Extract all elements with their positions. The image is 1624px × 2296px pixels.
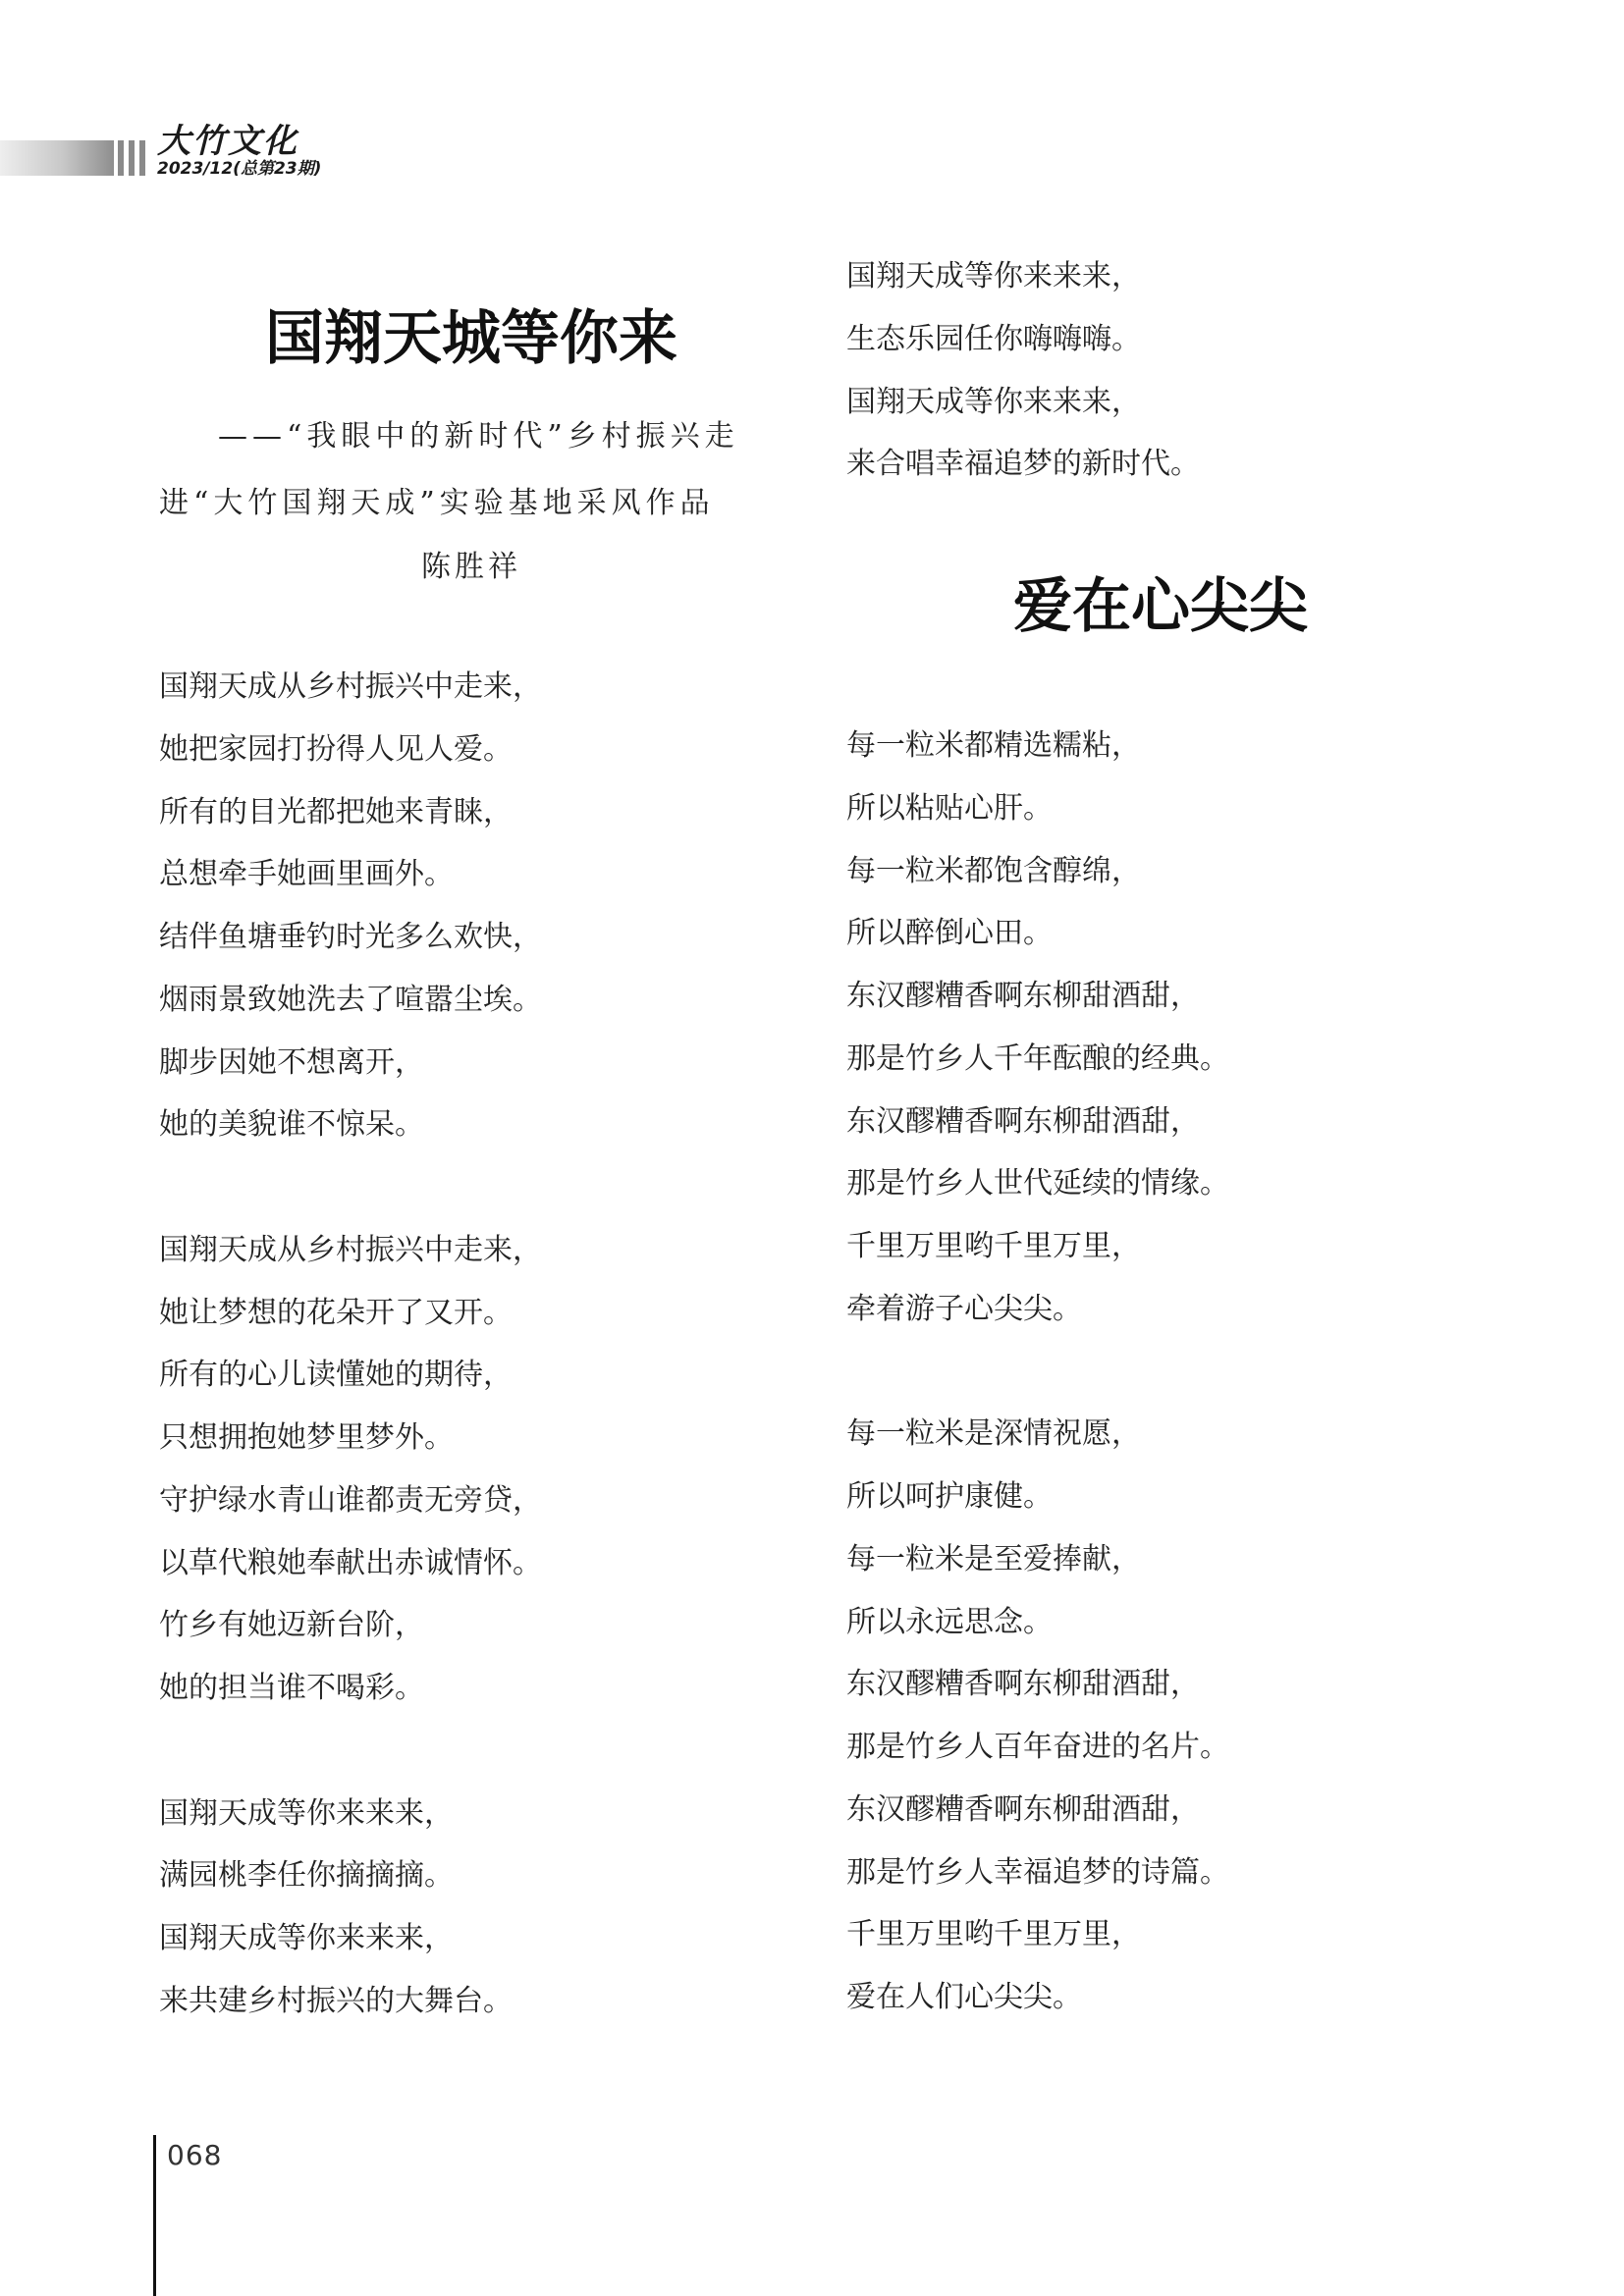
header-gray-bar [0, 140, 114, 176]
poem-line: 来共建乡村振兴的大舞台。 [159, 1983, 513, 2018]
poem-line: 所以醉倒心田。 [846, 916, 1053, 951]
poem-line: 东汉醪糟香啊东柳甜酒甜， [846, 1791, 1200, 1827]
issue-label: 2023/12(总第23期) [157, 159, 322, 179]
poem-line: 脚步因她不想离开， [159, 1044, 424, 1080]
poem-line: 爱在人们心尖尖。 [846, 1980, 1082, 2014]
poem-line: 每一粒米是深情祝愿， [846, 1416, 1141, 1452]
poem-line: 所以粘贴心肝。 [846, 790, 1053, 826]
poem-line: 国翔天成等你来来来， [159, 1921, 454, 1955]
header-stripe [129, 140, 135, 176]
poem-line: 那是竹乡人幸福追梦的诗篇。 [846, 1854, 1229, 1890]
article1-title: 国翔天城等你来 [265, 304, 677, 373]
poem-line: 所以呵护康健。 [846, 1479, 1053, 1514]
poem-line: 结伴鱼塘垂钓时光多么欢快， [159, 920, 542, 954]
poem-line: 守护绿水青山谁都责无旁贷， [159, 1482, 542, 1518]
poem-line: 她的美貌谁不惊呆。 [159, 1107, 424, 1143]
poem-line: 国翔天成等你来来来， [846, 384, 1141, 419]
article1-body-right [846, 245, 1200, 496]
header-stripe [139, 140, 145, 176]
article2-title: 爱在心尖尖 [1013, 572, 1308, 641]
article1-subtitle-line1: ——“我眼中的新时代”乡村振兴走 [218, 419, 739, 454]
article1-subtitle-line2: 进“大竹国翔天成”实验基地采风作品 [159, 486, 715, 520]
poem-line: 国翔天成从乡村振兴中走来， [159, 669, 542, 704]
poem-line: 国翔天成等你来来来， [159, 1795, 454, 1831]
poem-line: 千里万里哟千里万里， [846, 1229, 1141, 1263]
poem-line: 每一粒米都饱含醇绵， [846, 853, 1141, 888]
poem-line: 烟雨景致她洗去了喧嚣尘埃。 [159, 982, 542, 1017]
poem-line: 所有的心儿读懂她的期待， [159, 1358, 513, 1393]
poem-stanza [846, 245, 1200, 496]
footer-rule [153, 2135, 156, 2296]
poem-line: 东汉醪糟香啊东柳甜酒甜， [846, 1103, 1200, 1139]
poem-line: 她的担当谁不喝彩。 [159, 1671, 424, 1705]
poem-line: 东汉醪糟香啊东柳甜酒甜， [846, 1667, 1200, 1702]
poem-line: 千里万里哟千里万里， [846, 1917, 1141, 1952]
article1-body-left [159, 656, 542, 2033]
poem-line: 满园桃李任你摘摘摘。 [159, 1858, 454, 1894]
poem-stanza [846, 715, 1229, 1341]
poem-stanza [159, 656, 542, 1156]
poem-line: 生态乐园任你嗨嗨嗨。 [846, 321, 1141, 356]
poem-line: 只想拥抱她梦里梦外。 [159, 1420, 454, 1455]
poem-line: 每一粒米是至爱捧献， [846, 1541, 1141, 1576]
poem-line: 那是竹乡人千年酝酿的经典。 [846, 1041, 1229, 1076]
poem-line: 她让梦想的花朵开了又开。 [159, 1295, 513, 1330]
poem-line: 所有的目光都把她来青睐， [159, 794, 513, 829]
poem-line: 所以永远思念。 [846, 1604, 1053, 1639]
magazine-logo: 大竹文化 [157, 122, 298, 161]
poem-line: 牵着游子心尖尖。 [846, 1291, 1082, 1326]
poem-line: 每一粒米都精选糯粘， [846, 728, 1141, 763]
poem-line: 竹乡有她迈新台阶， [159, 1608, 424, 1643]
header-stripe [118, 140, 124, 176]
page-number: 068 [167, 2139, 223, 2171]
poem-line: 国翔天成等你来来来， [846, 259, 1141, 294]
poem-line: 那是竹乡人百年奋进的名片。 [846, 1730, 1229, 1764]
poem-stanza [846, 1403, 1229, 2029]
poem-stanza [159, 1783, 542, 2033]
poem-stanza [159, 1219, 542, 1720]
poem-line: 来合唱幸福追梦的新时代。 [846, 447, 1200, 482]
article2-body [846, 715, 1229, 2029]
poem-line: 国翔天成从乡村振兴中走来， [159, 1232, 542, 1267]
poem-line: 东汉醪糟香啊东柳甜酒甜， [846, 979, 1200, 1013]
poem-line: 总想牵手她画里画外。 [159, 857, 454, 892]
poem-line: 她把家园打扮得人见人爱。 [159, 731, 513, 767]
poem-line: 以草代粮她奉献出赤诚情怀。 [159, 1545, 542, 1580]
article1-author: 陈胜祥 [421, 550, 521, 584]
poem-line: 那是竹乡人世代延续的情缘。 [846, 1166, 1229, 1201]
